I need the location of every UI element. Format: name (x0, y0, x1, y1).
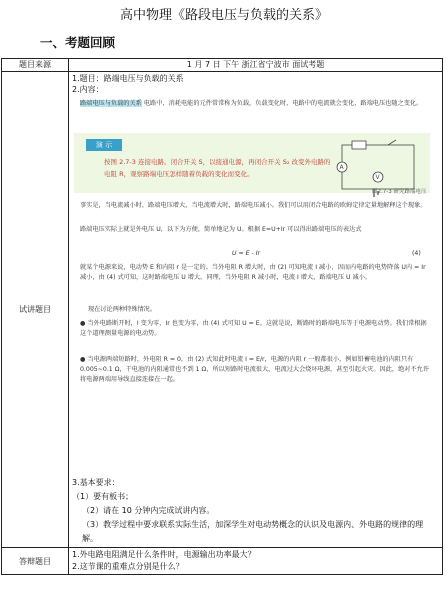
trial-row (2, 72, 443, 548)
exam-table (1, 58, 443, 575)
demo-text: 按图 2.7-3 连接电路。闭合开关 S，以接通电源，再闭合开关 S₂ 改变外电路的电阻 R，观察路端电压怎样随着负载的变化而变化。 (104, 158, 331, 178)
intro-paragraph (80, 99, 432, 109)
svg-text:V: V (375, 174, 380, 181)
answer-item: 1.外电路电阻满足什么条件时，电源输出功率最大？ (72, 550, 256, 559)
intro-rest: 电路中，消耗电能的元件常常称为负载，负载变化时，电路中的电流就会变化，路端电压也随之变化。 (143, 100, 423, 107)
table-header-row (2, 59, 443, 72)
requirement-item: （3）教学过程中要求联系实际生活，加深学生对电动势概念的认识及电源内、外电路的规律的理解。 (82, 520, 424, 543)
answer-content (69, 548, 443, 575)
trial-label: 试讲题目 (2, 72, 69, 548)
content-line: 2.内容： (72, 85, 104, 94)
figure-caption: 图2.7-3 研究路端电压 (372, 189, 427, 195)
formula: U = E - Ir (232, 250, 261, 257)
requirements-title: 3.基本要求： (72, 478, 120, 487)
svg-text:A: A (339, 164, 344, 171)
source-value: 1 月 7 日 下午 浙江省宁波市 面试考题 (69, 59, 443, 72)
topic-line: 1.题目：路端电压与负载的关系 (72, 74, 184, 83)
demo-tag: 演 示 (86, 139, 122, 151)
answer-row (2, 548, 443, 575)
requirement-item: （2）请在 10 分钟内完成试讲内容。 (82, 506, 215, 515)
answer-item: 2.这节课的重难点分别是什么？ (72, 562, 184, 571)
section-heading: 一、考题回顾 (40, 35, 116, 50)
requirement-item: （1）要有板书； (72, 492, 134, 501)
paragraph-1: 事实是，当电流减小时，路端电压增大，当电流增大时，路端电压减小。我们可以用闭合电路的欧姆定律定量地解释这个现象。 (80, 202, 427, 209)
trial-content (69, 72, 443, 548)
paragraph-5: ● 当外电路断开时，I 变为零，Ir 也变为零，由 (4) 式可知 U = E。这就是说，断路时的路端电压等于电源电动势。我们常根据这个道理测量电源的电动势。 (80, 320, 427, 337)
answer-label: 答辩题目 (2, 548, 69, 575)
demo-box (74, 133, 430, 193)
source-label: 题目来源 (2, 59, 69, 72)
paragraph-4: 现在讨论两种特殊情况。 (88, 306, 157, 313)
formula-number: (4) (412, 250, 421, 257)
paragraph-3: 就某个电源来说，电动势 E 和内阻 r 是一定的。当外电阻 R 增大时，由 (2) 可知电流 I 减小，因而内电路的电势降落 U内 = Ir 减小，由 (4) 式可知，这时路端电压 U 增大。同理，当外电阻 R 减小时，电流 I 增大，路端电压 U 减小。 (80, 264, 426, 281)
paragraph-6: ● 当电源两端短路时，外电阻 R = 0，由 (2) 式知此时电流 I = E/r，电源的内阻 r 一般都很小，例如铅蓄电池的内阻只有 0.005~0.1 Ω，干电池的内阻通常也不到 1 Ω，所以短路时电流很大，电流过大会烧坏电源，甚至引起火灾。因此，绝对不允许将电源两端用导线直接连接在一起。 (80, 356, 430, 383)
paragraph-2: 路端电压实际上就是外电压 U，以下为方便，简单地记为 U。根据 E=U+Ir 可以得出路端电压的表达式 (80, 226, 362, 233)
textbook-scan (72, 97, 439, 475)
intro-highlight: 路端电压与负载的关系 (80, 100, 142, 107)
document-title: 高中物理《路段电压与负载的关系》 (119, 8, 328, 23)
